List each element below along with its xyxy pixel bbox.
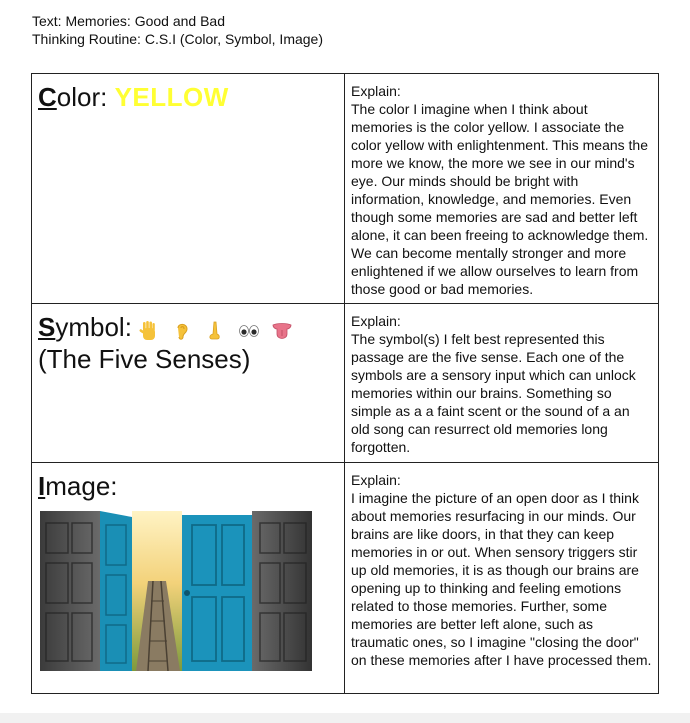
- symbol-subtitle: (The Five Senses): [38, 344, 251, 375]
- thinking-routine-title: Thinking Routine: C.S.I (Color, Symbol, Image): [32, 31, 324, 47]
- image-label: mage:: [45, 471, 118, 501]
- page-bottom-strip: [0, 713, 690, 723]
- image-heading: [38, 471, 344, 501]
- image-first-letter: I: [38, 471, 46, 501]
- image-row: [32, 463, 659, 694]
- ear-icon: [171, 320, 193, 342]
- symbol-first-letter: S: [38, 312, 56, 342]
- symbol-explain-cell: [345, 304, 659, 463]
- color-cell: [32, 74, 345, 304]
- image-explain-cell: [345, 463, 659, 694]
- five-senses-icons: [138, 314, 297, 344]
- open-door-photo: [40, 511, 312, 671]
- symbol-heading: [38, 312, 344, 344]
- image-cell: [32, 463, 345, 694]
- color-label: olor:: [56, 82, 108, 112]
- color-heading: [38, 82, 344, 112]
- hand-icon: [138, 320, 160, 342]
- color-first-letter: C: [38, 82, 57, 112]
- image-explain-label: Explain:: [351, 472, 401, 488]
- color-explain-text: The color I imagine when I think about memories is the color yellow. I associate the color yellow with enlightenment. This means the more we know, the more we see in our mind's eye. Our minds should be bright with information, knowledge, and memories. Even though some memories are sad and better left alone, it can been freeing to acknowledge them. We can become mentally stronger and more enlightened if we allow ourselves to learn from those good or bad memories.: [351, 101, 649, 297]
- nose-icon: [204, 320, 226, 342]
- symbol-explain-label: Explain:: [351, 313, 401, 329]
- color-row: [32, 74, 659, 304]
- document-header: [32, 12, 323, 48]
- symbol-cell: [32, 304, 345, 463]
- eyes-icon: [238, 320, 260, 342]
- symbol-label: ymbol:: [55, 312, 132, 342]
- csi-table: [31, 73, 659, 694]
- image-explain-text: I imagine the picture of an open door as I think about memories resurfacing in our minds. Our brains are like doors, in that they can keep memories in or out. When sensory triggers stir up old memories, it is as though our brains are opening up to thinking and feeling emotions related to those memories. Further, some memories are better left alone, such as traumatic ones, so I imagine "closing the door" on these memories after I have processed them.: [351, 490, 652, 668]
- color-explain-label: Explain:: [351, 83, 401, 99]
- text-title: Text: Memories: Good and Bad: [32, 13, 225, 29]
- tongue-icon: [271, 320, 293, 342]
- color-value: YELLOW: [114, 82, 229, 112]
- color-explain-cell: [345, 74, 659, 304]
- symbol-row: [32, 304, 659, 463]
- symbol-explain-text: The symbol(s) I felt best represented this passage are the five sense. Each one of the symbols are a sensory input which can unlock memories within our brains. Something so simple as a a faint scent or the sound of a an old song can resurrect old memories long forgotten.: [351, 331, 636, 455]
